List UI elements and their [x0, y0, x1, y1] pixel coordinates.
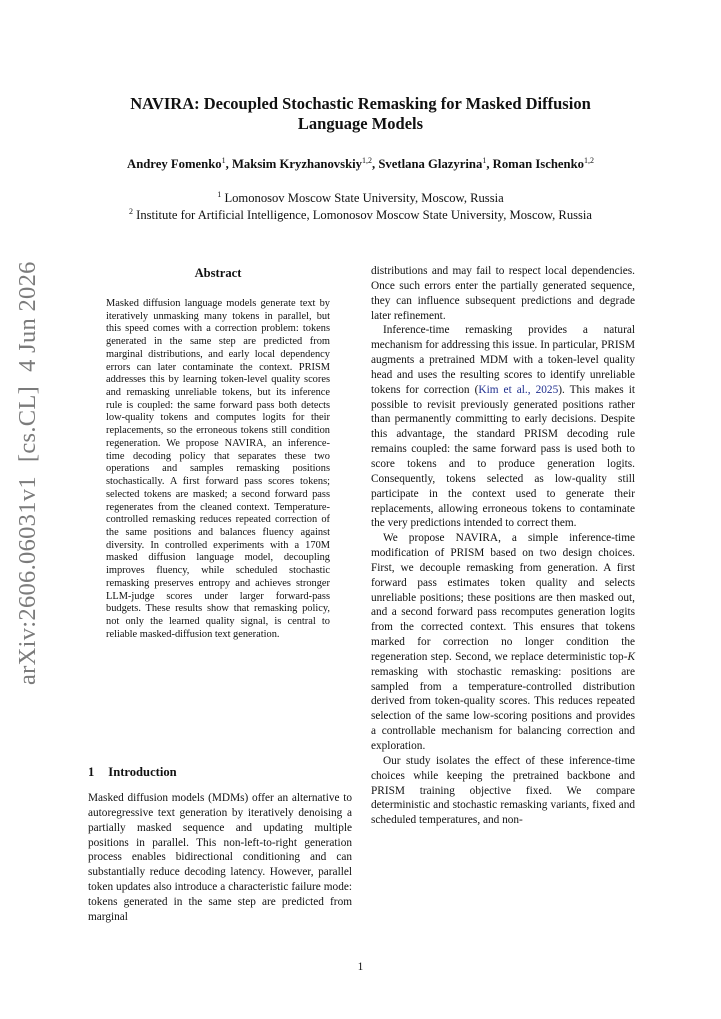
abstract-body: Masked diffusion language models generate text by iteratively unmasking many tokens in parallel, but this speed comes with a correction problem: tokens generated in the same step are predicted from marginal distributions, and early local dependency errors can later contaminate the context. PRISM addresses this by learning token-level quality scores and remasking unreliable tokens, but its inference rule is coupled: the same forward pass both detects low-quality tokens and computes logits for their replacements, so the erroneous tokens still condition regeneration. We propose NAVIRA, an inference-time decoding policy that separates these two operations and samples remasking positions stochastically. A first forward pass scores tokens; selected tokens are masked; a second forward pass regenerates from the cleaned context. Temperature-controlled remasking reduces repeated correction of the same positions and balances fluency against diversity. In controlled experiments with a 170M masked diffusion language model, decoupling improves fluency, while scheduled stochastic remasking preserves entropy and achieves stronger LLM-judge scores under larger forward-pass budgets. These results show that remasking policy, not only the learned quality signal, is central to reliable masked-diffusion text generation. [106, 298, 330, 640]
left-column [88, 791, 352, 925]
author-affil-mark: 1 [221, 156, 226, 165]
intro-paragraph: Masked diffusion models (MDMs) offer an alternative to autoregressive text generation by iteratively denoising a partially masked sequence and updating multiple positions in parallel. This non-left-to-right generation process enables bidirectional conditioning and can substantially reduce decoding latency. However, parallel token updates also introduce a characteristic failure mode: tokens generated in the same step are predicted from marginal [88, 792, 352, 923]
author-separator: , [372, 157, 379, 172]
paper-title: NAVIRA: Decoupled Stochastic Remasking for Masked Diffusion Language Models [130, 94, 591, 133]
paragraph-continuation: distributions and may fail to respect local dependencies. Once such errors enter the partially generated sequence, they can influence subsequent predictions and degrade later refinement. [371, 265, 635, 322]
affiliation-2 [40, 207, 681, 223]
paragraph-proposal [371, 531, 635, 754]
right-column [371, 264, 635, 828]
arxiv-date: 4 Jun 2026 [14, 261, 41, 372]
abstract-heading: Abstract [194, 266, 242, 280]
arxiv-stamp [14, 247, 42, 685]
page-number: 1 [357, 961, 364, 973]
affiliation-1 [40, 190, 681, 206]
author-name: Svetlana Glazyrina [378, 157, 483, 172]
paragraph-remasking [371, 323, 635, 531]
author-name: Roman Ischenko [492, 157, 584, 172]
arxiv-category: [cs.CL] [14, 385, 41, 463]
text-span: We propose NAVIRA, a simple inference-time modification of PRISM based on two design choices. First, we decouple remasking from generation. A first forward pass estimates token quality and selects unreliable positions; these positions are then masked out, and a second forward pass recomputes generation logits from the corrected context. This ensures that tokens marked for correction no longer condition the regeneration step. Second, we replace deterministic top- [371, 532, 635, 663]
author-name: Maksim Kryzhanovskiy [231, 157, 363, 172]
text-span: ). This makes it possible to revisit previously generated positions rather than permanently committing to early decisions. Despite this advantage, the standard PRISM decoding rule remains coupled: the same forward pass is used both to score tokens and to produce generation logits. Consequently, tokens selected as low-quality still participate in the context used to generate their replacements, allowing erroneous tokens to contaminate the very predictions intended to correct them. [371, 383, 635, 530]
author-list [60, 156, 661, 172]
paragraph-study: Our study isolates the effect of these inference-time choices while keeping the pretrained backbone and PRISM training objective fixed. We compare deterministic and stochastic remasking variants, fixed and scheduled temperatures, and non- [371, 754, 635, 827]
section-title: Introduction [108, 765, 177, 779]
section-heading [88, 765, 177, 780]
math-variable: K [627, 650, 635, 663]
text-span: Inference-time remasking provides a natural mechanism for addressing this issue. In particular, PRISM augments a pretrained MDM with a token-level quality head and uses the resulting scores to identify unreliable tokens for correction ( [371, 324, 635, 396]
author-separator: , [486, 157, 493, 172]
author-name: Andrey Fomenko [127, 157, 222, 172]
author-affil-mark: 1,2 [583, 156, 594, 165]
affiliation-text: Institute for Artificial Intelligence, Lomonosov Moscow State University, Moscow, Russia [136, 208, 593, 223]
citation-link[interactable]: Kim et al., 2025 [478, 383, 559, 396]
affiliation-mark: 2 [128, 207, 133, 216]
affiliation-mark: 1 [217, 190, 222, 199]
affiliation-text: Lomonosov Moscow State University, Moscow, Russia [224, 191, 504, 206]
author-affil-mark: 1 [482, 156, 487, 165]
section-number: 1 [88, 765, 95, 779]
author-separator: , [225, 157, 232, 172]
arxiv-id: arXiv:2606.06031v1 [14, 476, 41, 685]
author-affil-mark: 1,2 [362, 156, 373, 165]
text-span: remasking with stochastic remasking: positions are sampled from a temperature-controlled distribution derived from token-quality scores. This reduces repeated selection of the same low-scoring positions and provides a controllable mechanism for balancing correction and exploration. [371, 665, 635, 752]
